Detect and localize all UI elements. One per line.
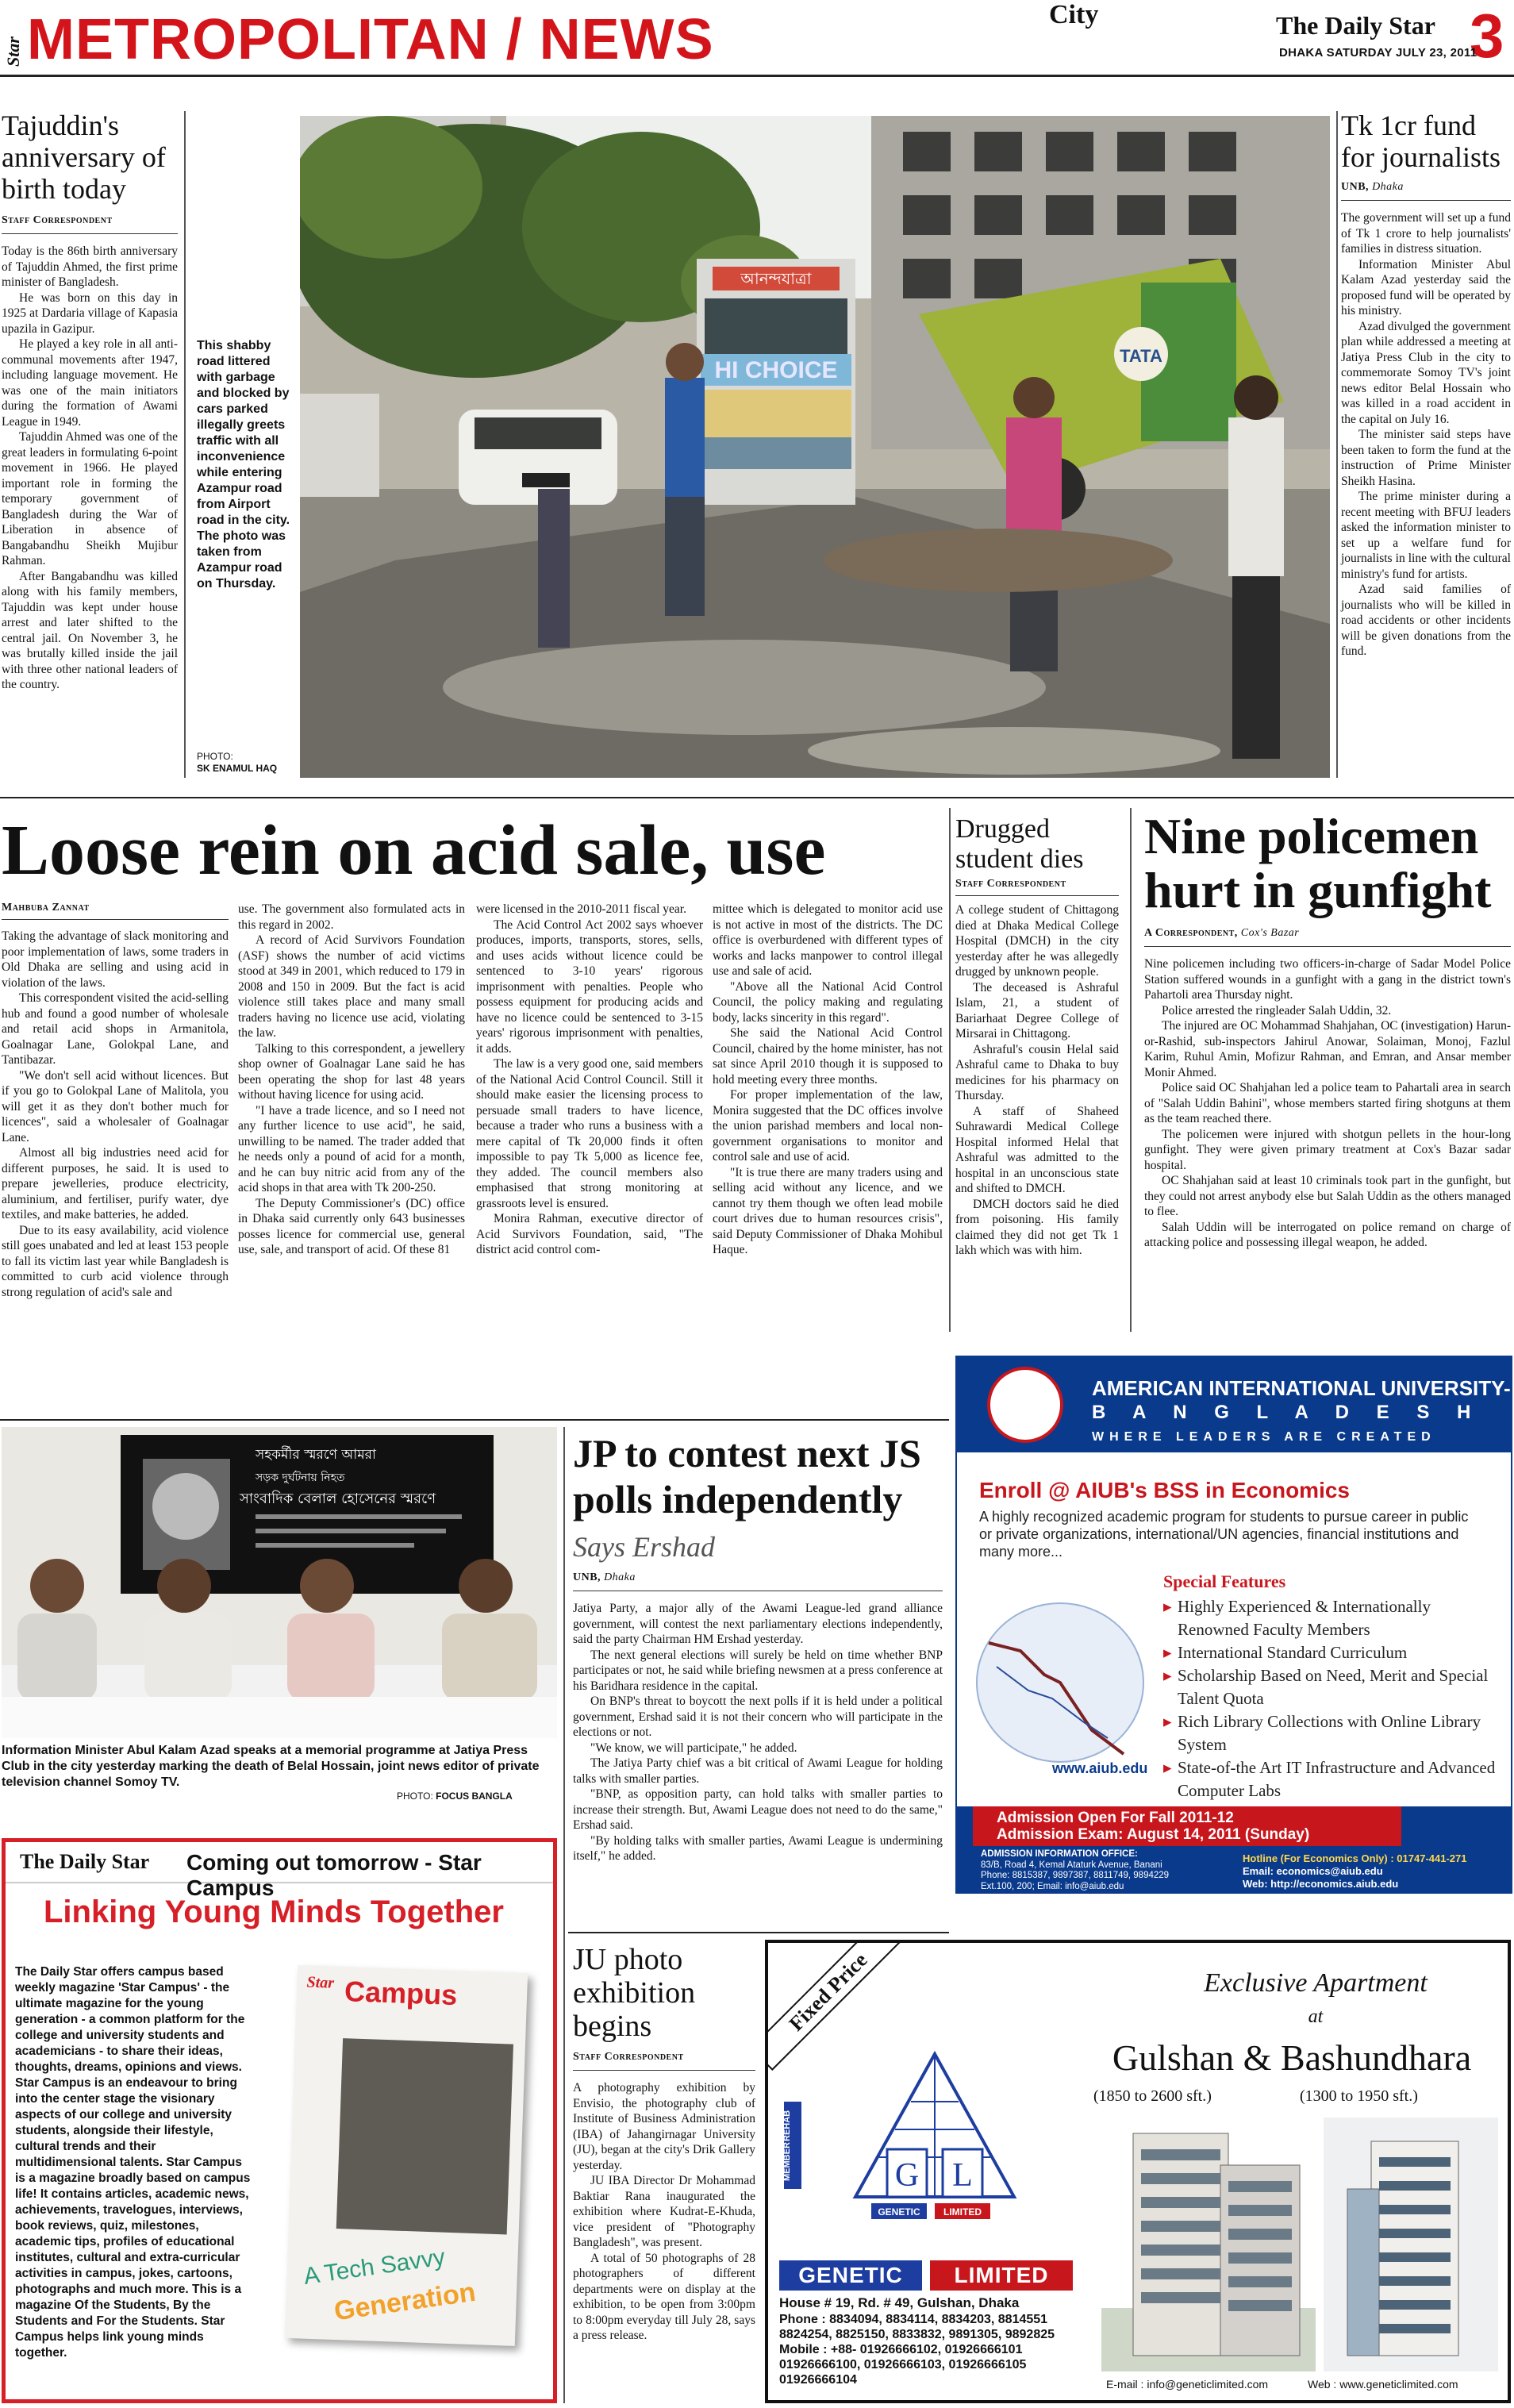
- article-body: [1341, 210, 1511, 660]
- genetic-logo: [847, 2046, 1022, 2260]
- memorial-credit: [397, 1791, 513, 1802]
- features-list: [1163, 1595, 1504, 1802]
- byline: [1144, 927, 1511, 947]
- credit-label: PHOTO:: [397, 1791, 433, 1802]
- office-title: ADMISSION INFORMATION OFFICE:: [981, 1849, 1138, 1859]
- genetic-name-bar: [779, 2260, 1081, 2291]
- paragraph: Azad divulged the government plan while addressed a meeting at Jatiya Press Club in the city to commemorate Somoy TV's joint news editor Belal Hossain who was killed in a road accident in the capital on July 16.: [1341, 319, 1511, 426]
- paragraph: Jatiya Party, a major ally of the Awami League-led grand alliance government, will contest the next parliamentary elections independently, said the party Chairman HM Ershad yesterday.: [573, 1602, 943, 1646]
- main-photo-credit: [197, 751, 277, 775]
- acid-column-1: [2, 929, 229, 1300]
- paragraph: Today is the 86th birth anniversary of Tajuddin Ahmed, the first prime minister of Bangladesh.: [2, 244, 178, 289]
- acid-byline: Mahbuba Zannat: [2, 902, 229, 920]
- cover-star: Star: [306, 1973, 335, 1992]
- exclusive-title: Exclusive Apartment: [1204, 1968, 1428, 1998]
- genetic-name-1: GENETIC: [779, 2260, 922, 2291]
- paragraph: A staff of Shaheed Suhrawardi Medical College Hospital informed Helal that Ashraful was admitted to the hospital in an unconscious state and shifted to DMCH.: [955, 1104, 1119, 1195]
- paragraph: Almost all big industries need acid for different purposes, he said. It is used to prepare jewelleries, produce electricity, aluminium, and fertiliser, purify water, dye textiles, and make batteries, he added.: [2, 1146, 229, 1221]
- aiub-seal: [987, 1367, 1063, 1443]
- headline: JU photo exhibition begins: [573, 1943, 696, 2043]
- arrow-icon: ▸: [1163, 1666, 1172, 1685]
- column-divider: [563, 1427, 565, 2403]
- section-rule: [0, 1419, 949, 1421]
- column-divider: [1130, 808, 1132, 1332]
- article-body: [955, 902, 1119, 1259]
- paragraph: The minister said steps have been taken to form the fund at the instruction of Prime Minister Sheikh Hasina.: [1341, 428, 1511, 488]
- aiub-name: AMERICAN INTERNATIONAL UNIVERSITY-: [1092, 1376, 1511, 1400]
- admission-dates: [973, 1806, 1401, 1846]
- acid-column-2: [238, 902, 465, 1258]
- paragraph: Due to its easy availability, acid violence still goes unabated and led at least 153 people to fall its victim last year while Bangladesh is committed to curb acid violence through strong regulation of acid's sale and: [2, 1223, 229, 1299]
- aiub-advertisement: [955, 1356, 1512, 1894]
- headline: Nine policemen hurt in gunfight: [1144, 808, 1492, 918]
- paragraph: Ashraful's cousin Helal said Ashraful came to Dhaka to buy medicines for his pharmacy on Thursday.: [955, 1042, 1119, 1102]
- feature-item: ▸ Scholarship Based on Need, Merit and Special Talent Quota: [1163, 1666, 1489, 1708]
- phone-label: Phone :: [779, 2313, 826, 2326]
- paragraph: The next general elections will surely be held on time whether BNP participates or not, he said while briefing newsmen at a press conference at his Baridhara residence in the capital.: [573, 1648, 943, 1693]
- logo-letter-l: L: [952, 2157, 973, 2194]
- paragraph: The Deputy Commissioner's (DC) office in Dhaka said currently only 643 businesses posses licence for commercial use, general use, sale, and transport of acid. Of these 81: [238, 1196, 465, 1256]
- main-photo: [300, 116, 1330, 778]
- hotline: Hotline (For Economics Only) : 01747-441-271: [1243, 1852, 1467, 1864]
- paragraph: Talking to this correspondent, a jewellery shop owner of Goalnagar Lane said he has been operating the shop for last 48 years without having licence for using acid.: [238, 1041, 465, 1102]
- office-info: [981, 1849, 1169, 1892]
- fund-article: [1341, 110, 1511, 660]
- arrow-icon: ▸: [1163, 1597, 1172, 1616]
- campus-cover: [285, 1965, 528, 2346]
- campus-top-bar: [6, 1842, 553, 1900]
- mobile-line: [779, 2342, 1089, 2357]
- feature-item: ▸ Highly Experienced & Internationally Renowned Faculty Members: [1163, 1597, 1431, 1639]
- memorial-photo: [2, 1427, 557, 1738]
- paragraph: The Acid Control Act 2002 says whoever produces, imports, transports, stores, sells, and uses acids without licence could be sentenced to 3-10 years' rigorous imprisonment with penalties. People who possess equipment for producing acids and have no licence could be sentenced to 3-15 years' rigorous imprisonment with penalties, it adds.: [476, 917, 703, 1056]
- apartment-rendering-right: [1324, 2118, 1498, 2371]
- aiub-country: B A N G L A D E S H: [1092, 1402, 1482, 1423]
- byline: [573, 1571, 943, 1591]
- byline-agency: UNB,: [573, 1571, 601, 1583]
- paragraph: JU IBA Director Dr Mohammad Baktiar Rana inaugurated the exhibition where Kudrat-E-Khuda, vice president of "Photography Bangladesh", was present.: [573, 2174, 755, 2249]
- star-campus-advertisement: [2, 1838, 557, 2403]
- paragraph: The law is a very good one, said members of the National Acid Control Council. Still it should make easier the licensing process to persuade small traders to have licence, because a trader who runs a business with a mere capital of Tk 20,000 finds it often impossible to pay Tk 5,000 as licence fee, they added. The council members also emphasised that strong monitoring at grassroots level is ensured.: [476, 1057, 703, 1210]
- paragraph: Information Minister Abul Kalam Azad yesterday said the proposed fund will be operated by his ministry.: [1341, 257, 1511, 317]
- campus-coming: [186, 1850, 553, 1901]
- mobile-3: 01926666104: [779, 2373, 857, 2387]
- paragraph: "We don't sell acid without licences. But if you go to Golokpal Lane of Malitola, you will get it as they don't bother much for licences", said a wholesaler of Goalnagar Lane.: [2, 1068, 229, 1144]
- size-bashundhara: (1300 to 1950 sft.): [1300, 2087, 1418, 2105]
- mobile-1: +88- 01926666102, 01926666101: [830, 2343, 1023, 2356]
- aiub-website: www.aiub.edu: [1052, 1760, 1148, 1776]
- paragraph: On BNP's threat to boycott the next polls if it is held under a political government, Ershad said it is not their concern who will participate in the elections or not.: [573, 1694, 943, 1739]
- subhead: Says Ershad: [573, 1531, 715, 1563]
- campus-paper-name: The Daily Star: [20, 1850, 150, 1873]
- aiub-header: [957, 1357, 1511, 1452]
- feature-item: ▸ State-of-the Art IT Infrastructure and Advanced Computer Labs: [1163, 1758, 1496, 1800]
- police-article: [1144, 810, 1511, 1251]
- globe-graphic: [973, 1571, 1147, 1770]
- paragraph: "Above all the National Acid Control Council, the policy making and regulating body, lacks sincerity in this regard".: [713, 979, 943, 1025]
- dateline: DHAKA SATURDAY JULY 23, 2011: [1279, 46, 1477, 60]
- paragraph: Police arrested the ringleader Salah Uddin, 32.: [1162, 1003, 1392, 1017]
- paragraph: DMCH doctors said he died from poisoning. His family claimed they did not get Tk 1 lakh which was with him.: [955, 1197, 1119, 1257]
- article-body: [573, 2080, 755, 2344]
- paragraph: "By holding talks with smaller parties, Awami League is undermining itself," he added.: [573, 1833, 943, 1863]
- paragraph: "It is true there are many traders using and selling acid without any licence, and we cannot try them though we often lead mobile court drives due to human resources crisis", said Deputy Commissioner of Dhaka Mohibul Haque.: [713, 1165, 943, 1256]
- cover-photo: [336, 2038, 513, 2234]
- paragraph: mittee which is delegated to monitor acid use is not active in most of the districts. The DC office is overburdened with different types of works and lacks manpower to control illegal use and sale of acid.: [713, 902, 943, 978]
- paragraph: "I have a trade licence, and so I need not any further licence to use acid", he said, unwilling to be named. The trader added that he needs only a pound of acid for a month, and he can buy nitric acid from any of the acid shops in that area with Tk 200-250.: [238, 1103, 465, 1194]
- byline-agency: UNB,: [1341, 181, 1370, 193]
- genetic-email: E-mail : info@geneticlimited.com: [1106, 2378, 1269, 2391]
- paragraph: The injured are OC Mohammad Shahjahan, OC (investigation) Harun-or-Rashid, sub-inspectors Jahirul Anowar, Solaiman, Monoj, Fazlul Karim, Ruhul Amin, Mofizur Rahman, and Emran, and Ansar member Monir Ahmed.: [1144, 1019, 1511, 1079]
- byline-location: Dhaka: [1372, 181, 1404, 193]
- aiub-email: Email: economics@aiub.edu: [1243, 1865, 1383, 1877]
- paragraph: were licensed in the 2010-2011 fiscal year.: [476, 902, 686, 916]
- side-label-2: REHAB: [782, 2110, 792, 2141]
- paragraph: A record of Acid Survivors Foundation (ASF) shows the number of acid victims stood at 349 in 2001, which reduced to 179 in 2008 and 150 in 2009. But the fact is acid violence still takes place and many small traders having no licence use acid, violating the law.: [238, 933, 465, 1040]
- street-scene-illustration: [300, 116, 1330, 778]
- at-text: at: [1308, 2006, 1324, 2027]
- mobile-2: 01926666100, 01926666103, 01926666105: [779, 2358, 1027, 2371]
- coming-text: Coming out tomorrow -: [186, 1850, 439, 1875]
- paragraph: Taking the advantage of slack monitoring and poor implementation of laws, some traders in Old Dhaka are selling and using acid in violation of the laws.: [2, 929, 229, 990]
- arrow-icon: ▸: [1163, 1643, 1172, 1662]
- paragraph: use. The government also formulated acts in this regard in 2002.: [238, 902, 465, 932]
- office-ext: Ext.100, 200; Email: info@aiub.edu: [981, 1881, 1124, 1891]
- genetic-contact: [779, 2295, 1089, 2387]
- article-body: [573, 1601, 943, 1864]
- banner-line-2: সড়ক দুর্ঘটনায় নিহত: [256, 1471, 345, 1484]
- paragraph: Tajuddin Ahmed was one of the great leaders in formulating 6-point movement in 1966. He played important role in forming the temporary government of Bangladesh during the War of Liberation in absence of Bangabandhu Sheikh Mujibur Rahman.: [2, 430, 178, 567]
- logo-small-1: GENETIC: [878, 2206, 920, 2218]
- paragraph: The prime minister during a recent meeting with BFUJ leaders asked the information minister to set up a welfare fund for journalists in line with the cultural ministry's fund for artists.: [1341, 490, 1511, 581]
- banner-line-1: সহকর্মীর স্মরণে আমরা: [256, 1447, 376, 1463]
- feature-item: ▸ Rich Library Collections with Online Library System: [1163, 1712, 1481, 1754]
- byline: Staff Correspondent: [573, 2051, 755, 2071]
- headline: JP to contest next JS polls independently: [573, 1431, 921, 1521]
- section-rule: [0, 797, 1514, 798]
- column-divider: [1336, 111, 1338, 778]
- phone-1: 8834094, 8834114, 8834203, 8814551: [829, 2313, 1048, 2326]
- location-title: Gulshan & Bashundhara: [1112, 2037, 1472, 2078]
- cover-title: Campus: [344, 1975, 458, 2012]
- genetic-address: House # 19, Rd. # 49, Gulshan, Dhaka: [779, 2295, 1020, 2310]
- admission-open: Admission Open For Fall 2011-12: [997, 1810, 1234, 1826]
- paragraph: OC Shahjahan said at least 10 criminals took part in the gunfight, but they could not arrest anybody else but Salah Uddin as the others managed to flee.: [1144, 1174, 1511, 1218]
- campus-body: The Daily Star offers campus based weekly magazine 'Star Campus' - the ultimate magazine for the young generation - a common platform for the college and university students and academicians - to share their ideas, thoughts, dreams, opinions and views. Star Campus is an endeavour to bring into the center stage the visionary aspects of our college and university students, alongside their lifestyle, cultural trends and their multidimensional talents. Star Campus is a magazine broadly based on campus life! It contains articles, academic news, achievements, travelogues, interviews, book reviews, quiz, milestones, academic tips, profiles of educational institutes, cultural and extra-curricular activities in campus, jokes, cartoons, photographs and much more. This is a magazine Of the Students, By the Students and For the Students. Star Campus helps link young minds together.: [15, 1965, 251, 2360]
- star-tag: Star: [3, 37, 23, 67]
- enroll-title: Enroll @ AIUB's BSS in Economics: [979, 1478, 1351, 1502]
- column-divider: [949, 808, 951, 1332]
- byline-author: A Correspondent,: [1144, 927, 1238, 939]
- phone-2: 8824254, 8825150, 8833832, 9891305, 9892825: [779, 2328, 1055, 2341]
- main-photo-caption: [197, 338, 294, 592]
- office-phone: Phone: 8815387, 9897387, 8811749, 9894229: [981, 1871, 1170, 1880]
- paragraph: "We know, we will participate," he added.: [590, 1741, 797, 1755]
- aiub-intro: A highly recognized academic program for students to pursue career in public or private organizations, international/UN agencies, financial institutions and many more...: [979, 1509, 1469, 1560]
- article-body: [2, 244, 178, 693]
- paragraph: He was born on this day in 1925 at Dardaria village of Kapasia upazila in Gazipur.: [2, 290, 178, 336]
- masthead-rule: [0, 75, 1514, 77]
- fixed-price-badge: Fixed Price: [765, 1940, 907, 2071]
- paragraph: A photography exhibition by Envisio, the photography club of Institute of Business Administration (IBA) of Jahangirnagar University (JU), began at the city's Drik Gallery yesterday.: [573, 2081, 755, 2172]
- mobile-label: Mobile :: [779, 2343, 828, 2356]
- caption-text: This shabby road littered with garbage and blocked by cars parked illegally greets traffic with all inconvenience while entering Azampur road from Airport road in the city. The photo was taken from Azampur road on Thursday.: [197, 339, 290, 590]
- arrow-icon: ▸: [1163, 1758, 1172, 1777]
- feature-item: ▸ International Standard Curriculum: [1163, 1641, 1504, 1664]
- paper-name: The Daily Star: [1276, 11, 1435, 40]
- paragraph: A college student of Chittagong died at Dhaka Medical College Hospital (DMCH) in the city yesterday after he was allegedly drugged by unknown people.: [955, 903, 1119, 979]
- paragraph: She said the National Acid Control Council, chaired by the home minister, has not sat since April 2010 though it is supposed to hold meeting every three months.: [713, 1026, 943, 1087]
- tajuddin-article: [2, 110, 178, 693]
- credit-label: PHOTO:: [197, 751, 233, 762]
- genetic-name-2: LIMITED: [930, 2260, 1073, 2291]
- office-address: 83/B, Road 4, Kemal Ataturk Avenue, Banani: [981, 1860, 1162, 1870]
- column-divider: [184, 111, 186, 778]
- section-rule: [568, 1932, 949, 1933]
- section-title: METROPOLITAN / NEWS: [27, 8, 714, 71]
- cover-text-2: Generation: [332, 2276, 478, 2327]
- credit-name: FOCUS BANGLA: [436, 1791, 513, 1802]
- admission-banner: [957, 1806, 1511, 1892]
- byline-location: Dhaka: [604, 1571, 636, 1583]
- size-gulshan: (1850 to 2600 sft.): [1093, 2087, 1212, 2105]
- phone-line: [779, 2312, 1089, 2327]
- acid-headline: Loose rein on acid sale, use: [2, 811, 826, 890]
- aiub-web: Web: http://economics.aiub.edu: [1243, 1878, 1399, 1890]
- article-body: [1144, 956, 1511, 1251]
- memorial-illustration: [2, 1427, 557, 1738]
- paragraph: The government will set up a fund of Tk 1 crore to help journalists' families in distress situation.: [1341, 211, 1511, 256]
- byline-location: Cox's Bazar: [1240, 927, 1300, 939]
- hotline-info: [1243, 1852, 1466, 1891]
- logo-letter-g: G: [894, 2157, 920, 2194]
- campus-slogan: Linking Young Minds Together: [44, 1894, 504, 1929]
- arrow-icon: ▸: [1163, 1712, 1172, 1731]
- paragraph: After Bangabandhu was killed along with his family members, Tajuddin was kept under house arrest and later shifted to the central jail. On November 3, he was brutally killed inside the jail with three other national leaders of the country.: [2, 569, 178, 691]
- sub-section-label: City: [1049, 0, 1099, 29]
- paragraph: The deceased is Ashraful Islam, 21, a student of Bariarhaat Degree College of Mirsarai in Chittagong.: [955, 980, 1119, 1041]
- side-label-1: MEMBER: [782, 2142, 792, 2181]
- page-number: 3: [1470, 1, 1504, 71]
- byline: Staff Correspondent: [2, 214, 178, 234]
- paragraph: A total of 50 photographs of 28 photographers of different departments were on display at the exhibition, to be open from 3:00pm to 8:00pm everyday till July 28, says a press release.: [573, 2251, 755, 2342]
- headline: Tajuddin's anniversary of birth today: [2, 110, 166, 205]
- headline: Drugged student dies: [955, 814, 1084, 874]
- paragraph: The policemen were injured with shotgun pellets in the hour-long gunfight. They were given primary treatment at Cox's Bazar sadar hospital.: [1144, 1127, 1511, 1172]
- paragraph: This correspondent visited the acid-selling hub and found a good number of wholesale and retail acid shops in Armanitola, Goalnagar Lane, Golokpal Lane, and Tantibazar.: [2, 991, 229, 1067]
- paragraph: Police said OC Shahjahan led a police team to Pahartali area in search of "Salah Uddin Bahini", whose members started firing shotguns at them as the team reached there.: [1144, 1081, 1511, 1125]
- coming-name: Star Campus: [186, 1850, 482, 1900]
- acid-column-4: [713, 902, 943, 1258]
- logo-small-2: LIMITED: [943, 2206, 982, 2218]
- paragraph: For proper implementation of the law, Monira suggested that the DC offices involve the union parishad members and local non-government organisations to monitor and control sale and use of acid.: [713, 1088, 943, 1164]
- genetic-web: Web : www.geneticlimited.com: [1308, 2378, 1458, 2391]
- byline: Staff Correspondent: [955, 878, 1119, 896]
- paragraph: "BNP, as opposition party, can hold talks with smaller parties to increase their strength. But, Awami League does not need to do the same," Ershad said.: [573, 1787, 943, 1832]
- paragraph: He played a key role in all anti-communal movements after 1947, including language movement. He was one of the main initiators during the formation of Awami League in 1949.: [2, 337, 178, 429]
- jp-article: [573, 1430, 943, 1864]
- admission-exam: Admission Exam: August 14, 2011 (Sunday): [997, 1826, 1310, 1843]
- ju-article: [573, 1943, 755, 2344]
- headline: Tk 1cr fund for journalists: [1341, 110, 1501, 173]
- memorial-caption: Information Minister Abul Kalam Azad speaks at a memorial programme at Jatiya Press Club in the city yesterday marking the death of Belal Hossain, joint news editor of private television channel Somoy TV.: [2, 1744, 540, 1789]
- paragraph: Monira Rahman, executive director of Acid Survivors Foundation, said, "The district acid control com-: [476, 1212, 703, 1256]
- drugged-article: [955, 814, 1119, 1259]
- truck-label: TATA: [1120, 346, 1162, 366]
- features-title: Special Features: [1163, 1571, 1286, 1591]
- bus-sign: HI CHOICE: [714, 357, 838, 383]
- paragraph: The Jatiya Party chief was a bit critical of Awami League for holding talks with smaller parties.: [573, 1756, 943, 1786]
- paragraph: Azad said families of journalists who will be killed in road accidents or other incidents will be given donations from the fund.: [1341, 583, 1511, 658]
- bus-sign-top: আনন্দযাত্রা: [740, 269, 812, 288]
- paragraph: Nine policemen including two officers-in-charge of Sadar Model Police Station suffered wounds in a gunfight with a gang in the district town's Pahartoli area Thursday night.: [1144, 957, 1511, 1002]
- banner-line-3: সাংবাদিক বেলাল হোসেনের স্মরণে: [240, 1491, 436, 1507]
- paragraph: Salah Uddin will be interrogated on police remand on charge of attacking police and possessing illegal weapon, he added.: [1144, 1220, 1511, 1249]
- acid-column-3: [476, 902, 703, 1258]
- aiub-tagline: WHERE LEADERS ARE CREATED: [1092, 1430, 1436, 1444]
- apartment-rendering-left: [1101, 2118, 1316, 2371]
- byline: [1341, 181, 1511, 201]
- credit-name: SK ENAMUL HAQ: [197, 763, 278, 774]
- cover-text-1: A Tech Savvy: [302, 2244, 447, 2291]
- genetic-advertisement: [765, 1940, 1511, 2403]
